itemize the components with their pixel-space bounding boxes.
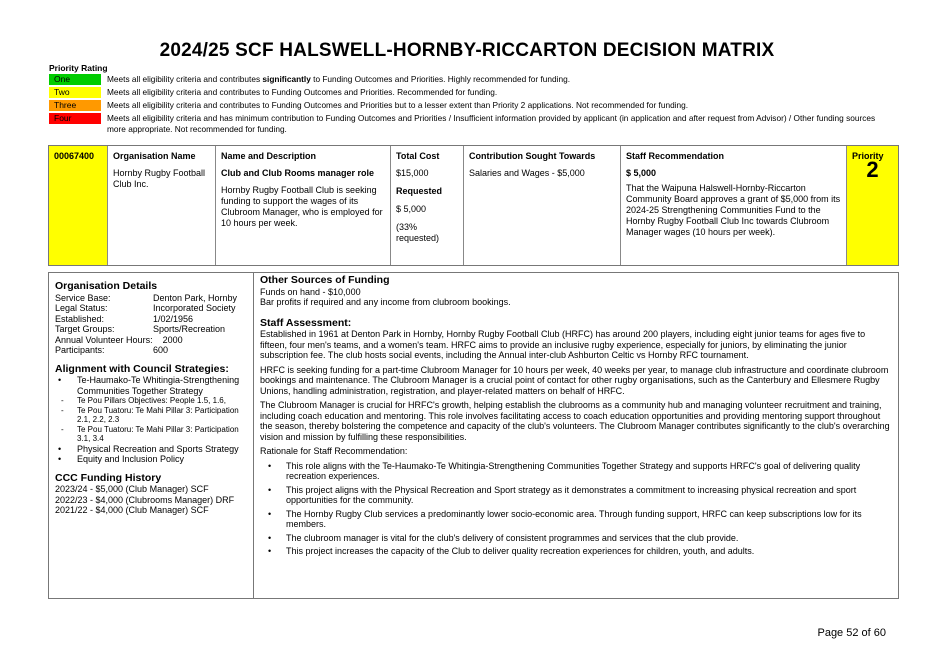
- recommendation-text: That the Waipuna Halswell-Hornby-Riccarton Community Board approves a grant of $5,000 from its 2024-25 Strengthening Communities Fund to the Hornby Rugby Football Club Inc towards Clubroom Manager wages (10 hours per week).: [626, 183, 841, 237]
- funding-history-heading: CCC Funding History: [55, 471, 162, 484]
- detail-row: Established: 1/02/1956: [55, 313, 194, 324]
- org-name: Hornby Rugby Football Club Inc.: [113, 168, 206, 189]
- list-item: • This project aligns with the Physical Recreation and Sport strategy as it demonstrates a commitment to increasing physical recreation and sport opportunities for the community.: [260, 485, 892, 506]
- list-item: • This project increases the capacity of the Club to deliver quality recreation experiences for children, youth, and adults.: [260, 546, 892, 557]
- other-source-line: Bar profits if required and any income from clubroom bookings.: [260, 297, 511, 307]
- summary-table: [48, 145, 899, 266]
- assessment-paragraph: Established in 1961 at Denton Park in Hornby, Hornby Rugby Football Club (HRFC) has around 200 players, including eight junior teams for ages five to fifteen, four men's teams, and a women's team. HRFC aims to provide an inclusive rugby experience, especially for juniors, by eliminating the junior subscription fee. The club hosts social events, including the Annual inter-club Ashburton Celtic vs Hornby RFC tournament.: [260, 329, 866, 360]
- recommendation-header: Staff Recommendation: [626, 151, 725, 161]
- priority-row-one: [49, 74, 877, 85]
- contribution: Salaries and Wages - $5,000: [469, 168, 585, 178]
- total-cost: $15,000: [396, 168, 429, 178]
- priority-desc: Meets all eligibility criteria and has minimum contribution to Funding Outcomes and Priorities / Insufficient information provided by applicant (in application and after request from Advisor) / Other funding sources more appropriate. Not recommended for funding.: [107, 113, 876, 134]
- requested-amount: $ 5,000: [396, 204, 427, 214]
- priority-label: One: [49, 74, 101, 85]
- detail-row: Target Groups: Sports/Recreation: [55, 324, 226, 334]
- rationale-heading: Rationale for Staff Recommendation:: [260, 446, 408, 456]
- list-item: • The Hornby Rugby Club services a predominantly lower socio-economic area. Through funding support, HRFC can keep subscriptions low for its members.: [260, 509, 892, 530]
- detail-row: Participants: 600: [55, 345, 169, 355]
- org-name-cell: [108, 146, 216, 265]
- priority-header: Priority: [852, 151, 884, 161]
- priority-desc: Meets all eligibility criteria and contributes to Funding Outcomes and Priorities but to a lesser extent than Priority 2 applications. Not recommended for funding.: [107, 100, 689, 110]
- project-description: Hornby Rugby Football Club is seeking funding to support the wages of its Clubroom Manager, who is employed for 10 hours per week.: [221, 185, 383, 228]
- priority-desc: Meets all eligibility criteria and contributes to Funding Outcomes and Priorities. Recommended for funding.: [107, 87, 498, 97]
- total-cost-cell: [391, 146, 464, 265]
- right-column: [254, 273, 898, 598]
- recommendation-cell: [621, 146, 847, 265]
- org-details-heading: Organisation Details: [55, 280, 158, 292]
- funding-history-item: 2021/22 - $4,000 (Club Manager) SCF: [55, 505, 209, 515]
- detail-row: Service Base: Denton Park, Hornby: [55, 292, 238, 303]
- assessment-heading: Staff Assessment:: [260, 316, 352, 329]
- assessment-paragraph: HRFC is seeking funding for a part-time Clubroom Manager for 10 hours per week, 40 weeks per year, to manage club infrastructure and coordinate clubroom bookings and maintenance. The Clubroom Manager is a crucial point of contact for other rugby organisations, such as the Canterbury and Ellesmere Rugby Unions, handling administration, registration, and player-related matters on behalf of HRFC.: [260, 364, 889, 396]
- list-item: • This role aligns with the Te-Haumako-Te Whitingia-Strengthening Communities Together Strategy and supports HRFC's goal of delivering quality recreation experiences.: [260, 461, 892, 482]
- priority-label: Three: [49, 100, 101, 111]
- priority-desc: Meets all eligibility criteria and contributes significantly to Funding Outcomes and Priorities. Highly recommended for funding.: [107, 74, 571, 84]
- priority-label: Four: [49, 113, 101, 124]
- detail-row: Legal Status: Incorporated Society: [55, 303, 236, 313]
- contribution-cell: [464, 146, 621, 265]
- alignment-list: [55, 375, 247, 465]
- other-source-line: Funds on hand - $10,000: [260, 286, 361, 297]
- requested-label: Requested: [396, 186, 443, 196]
- priority-row-two: [49, 87, 877, 98]
- recommendation-amount: $ 5,000: [626, 168, 657, 178]
- application-id-cell: [49, 146, 108, 265]
- left-column: [49, 273, 254, 598]
- list-item: • Physical Recreation and Sports Strategy: [55, 444, 247, 455]
- contribution-header: Contribution Sought Towards: [469, 151, 596, 161]
- project-name: Club and Club Rooms manager role: [221, 168, 375, 178]
- page-title: 2024/25 SCF HALSWELL-HORNBY-RICCARTON DECISION MATRIX: [159, 40, 775, 61]
- org-name-header: Organisation Name: [113, 151, 196, 161]
- alignment-heading: Alignment with Council Strategies:: [55, 362, 229, 375]
- priority-row-four: [49, 113, 877, 134]
- list-item: - Te Pou Tuatoru: Te Mahi Pillar 3: Participation 2.1, 2.2, 2.3: [55, 406, 247, 425]
- priority-label: Two: [49, 87, 101, 98]
- funding-history-item: 2023/24 - $5,000 (Club Manager) SCF: [55, 484, 209, 494]
- details-table: [48, 272, 899, 599]
- other-sources-heading: Other Sources of Funding: [260, 274, 390, 286]
- name-description-header: Name and Description: [221, 151, 317, 161]
- priority-cell: [847, 146, 898, 265]
- rationale-list: [260, 461, 892, 557]
- volunteer-hours: Annual Volunteer Hours: 2000: [55, 334, 183, 345]
- requested-percent: (33% requested): [396, 222, 440, 243]
- list-item: - Te Pou Pillars Objectives: People 1.5, 1.6,: [55, 396, 247, 406]
- assessment-paragraph: The Clubroom Manager is crucial for HRFC's growth, helping establish the clubrooms as a community hub and managing volunteer recruitment and training, including coach education and mentoring. This role involves facilitating access to coach education opportunities and providing mentoring support throughout the season, thereby bolstering the competence and capacity of the club's volunteers. The Clubroom Manager contributes significantly to the club's overarching vision and mission by fulfilling these responsibilities.: [260, 400, 890, 442]
- page-number: Page 52 of 60: [817, 627, 886, 639]
- list-item: • Equity and Inclusion Policy: [55, 454, 247, 465]
- list-item: - Te Pou Tuatoru: Te Mahi Pillar 3: Participation 3.1, 3.4: [55, 425, 247, 444]
- name-description-cell: [216, 146, 391, 265]
- priority-value: 2: [866, 157, 879, 182]
- priority-row-three: [49, 100, 877, 111]
- list-item: • Te-Haumako-Te Whitingia-Strengthening Communities Together Strategy: [55, 375, 247, 396]
- total-cost-header: Total Cost: [396, 151, 440, 161]
- priority-rating-heading: Priority Rating: [49, 63, 108, 73]
- application-id: 00067400: [54, 151, 95, 161]
- list-item: • The clubroom manager is vital for the club's delivery of consistent programmes and services that the club provide.: [260, 533, 892, 544]
- funding-history-item: 2022/23 - $4,000 (Clubrooms Manager) DRF: [55, 494, 235, 505]
